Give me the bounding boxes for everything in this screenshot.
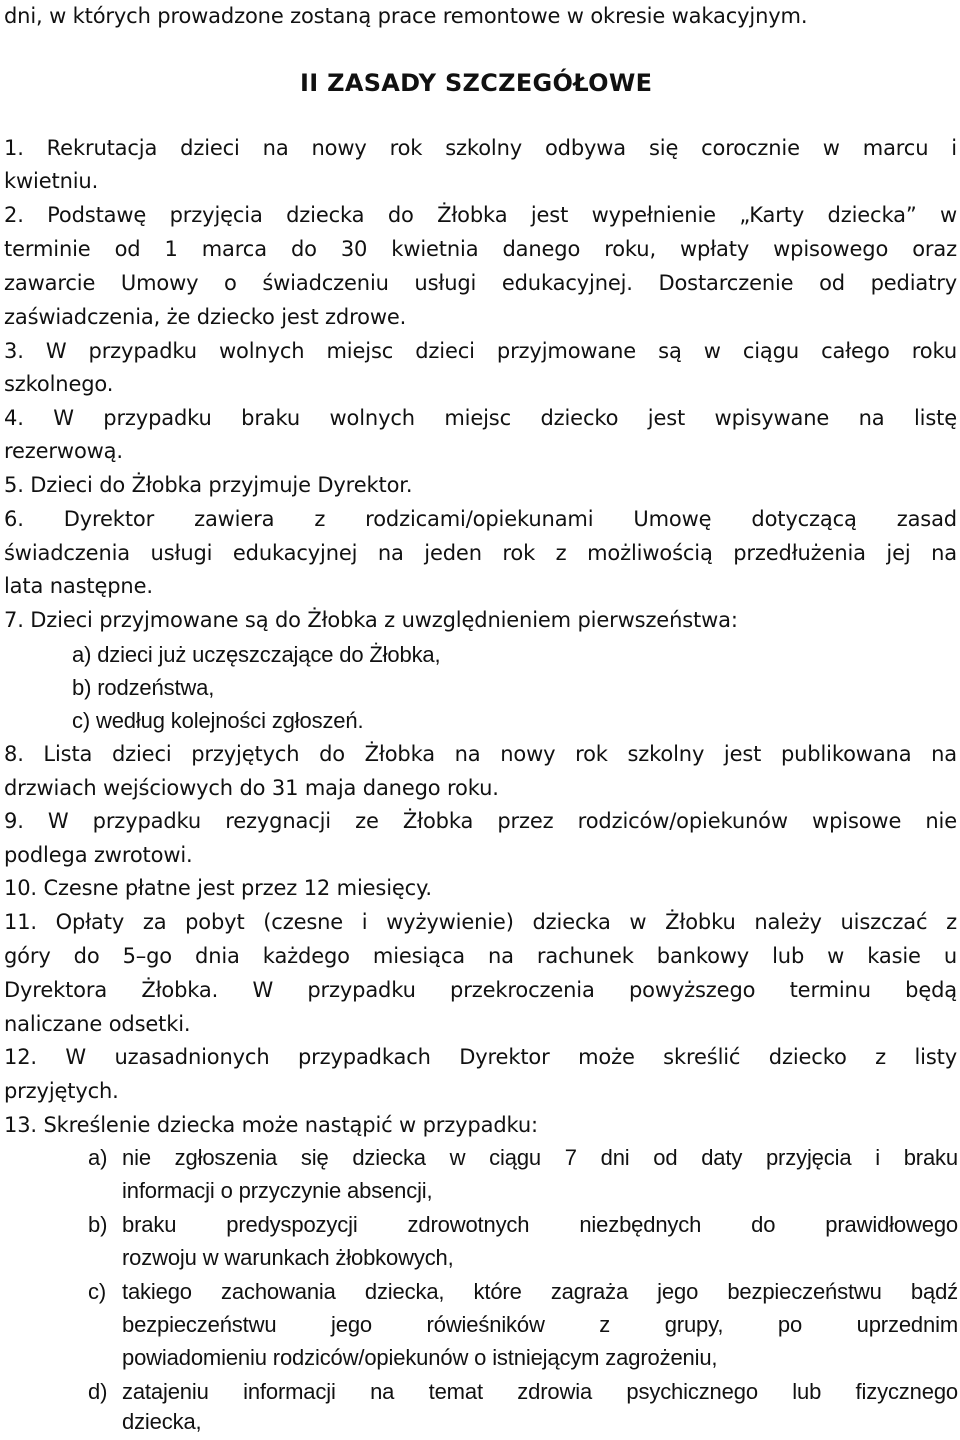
text-line: naliczane odsetki. [4,1012,191,1036]
text-line: 10. Czesne płatne jest przez 12 miesięcy. [4,876,432,900]
text-line: 11. Opłaty za pobyt (czesne i wyżywienie) dziecka w Żłobku należy uiszczać z [4,910,957,934]
list-item-continuation: dziecka, [122,1409,202,1434]
text-line: góry do 5–go dnia każdego miesiąca na rachunek bankowy lub w kasie u [4,944,957,968]
text-line: 12. W uzasadnionych przypadkach Dyrektor może skreślić dziecko z listy [4,1045,957,1069]
text-line: 13. Skreślenie dziecka może nastąpić w przypadku: [4,1113,538,1137]
list-item: c) według kolejności zgłoszeń. [72,708,364,733]
text-line: szkolnego. [4,372,114,396]
section-heading: II ZASADY SZCZEGÓŁOWE [300,69,653,97]
text-line: podlega zwrotowi. [4,843,193,867]
list-marker: c) [88,1279,107,1304]
text-line: kwietniu. [4,169,99,193]
text-line: świadczenia usługi edukacyjnej na jeden rok z możliwością przedłużenia jej na [4,541,957,565]
list-item-continuation: rozwoju w warunkach żłobkowych, [122,1245,454,1270]
list-item: nie zgłoszenia się dziecka w ciągu 7 dni od daty przyjęcia i braku [122,1145,958,1170]
text-line: 6. Dyrektor zawiera z rodzicami/opiekunami Umowę dotyczącą zasad [4,507,957,531]
list-marker: b) [88,1212,108,1237]
list-item-continuation: bezpieczeństwu jego rówieśników z grupy, po uprzednim [122,1312,958,1337]
text-line: 2. Podstawę przyjęcia dziecka do Żłobka jest wypełnienie „Karty dziecka” w [4,203,957,227]
text-line: drzwiach wejściowych do 31 maja danego roku. [4,776,499,800]
text-line: rezerwową. [4,439,123,463]
list-item: zatajeniu informacji na temat zdrowia psychicznego lub fizycznego [122,1379,958,1404]
text-line: 7. Dzieci przyjmowane są do Żłobka z uwzględnieniem pierwszeństwa: [4,608,738,632]
text-line: zawarcie Umowy o świadczeniu usługi edukacyjnej. Dostarczenie od pediatry [4,271,957,295]
list-item-continuation: informacji o przyczynie absencji, [122,1178,433,1203]
list-item: a) dzieci już uczęszczające do Żłobka, [72,642,441,667]
text-line: 9. W przypadku rezygnacji ze Żłobka przez rodziców/opiekunów wpisowe nie [4,809,957,833]
text-line: terminie od 1 marca do 30 kwietnia danego roku, wpłaty wpisowego oraz [4,237,957,261]
text-line: dni, w których prowadzone zostaną prace remontowe w okresie wakacyjnym. [4,4,808,28]
text-line: 3. W przypadku wolnych miejsc dzieci przyjmowane są w ciągu całego roku [4,339,957,363]
text-line: zaświadczenia, że dziecko jest zdrowe. [4,305,407,329]
list-marker: d) [88,1379,108,1404]
text-line: 1. Rekrutacja dzieci na nowy rok szkolny odbywa się corocznie w marcu i [4,136,957,160]
list-item: takiego zachowania dziecka, które zagraża jego bezpieczeństwu bądź [122,1279,958,1304]
text-line: 5. Dzieci do Żłobka przyjmuje Dyrektor. [4,473,413,497]
text-line: 8. Lista dzieci przyjętych do Żłobka na nowy rok szkolny jest publikowana na [4,742,957,766]
text-line: 4. W przypadku braku wolnych miejsc dziecko jest wpisywane na listę [4,406,957,430]
list-item: braku predyspozycji zdrowotnych niezbędnych do prawidłowego [122,1212,958,1237]
list-marker: a) [88,1145,108,1170]
list-item: b) rodzeństwa, [72,675,215,700]
text-line: przyjętych. [4,1079,119,1103]
text-line: Dyrektora Żłobka. W przypadku przekroczenia powyższego terminu będą [4,978,957,1002]
list-item-continuation: powiadomieniu rodziców/opiekunów o istniejącym zagrożeniu, [122,1345,718,1370]
text-line: lata następne. [4,574,153,598]
